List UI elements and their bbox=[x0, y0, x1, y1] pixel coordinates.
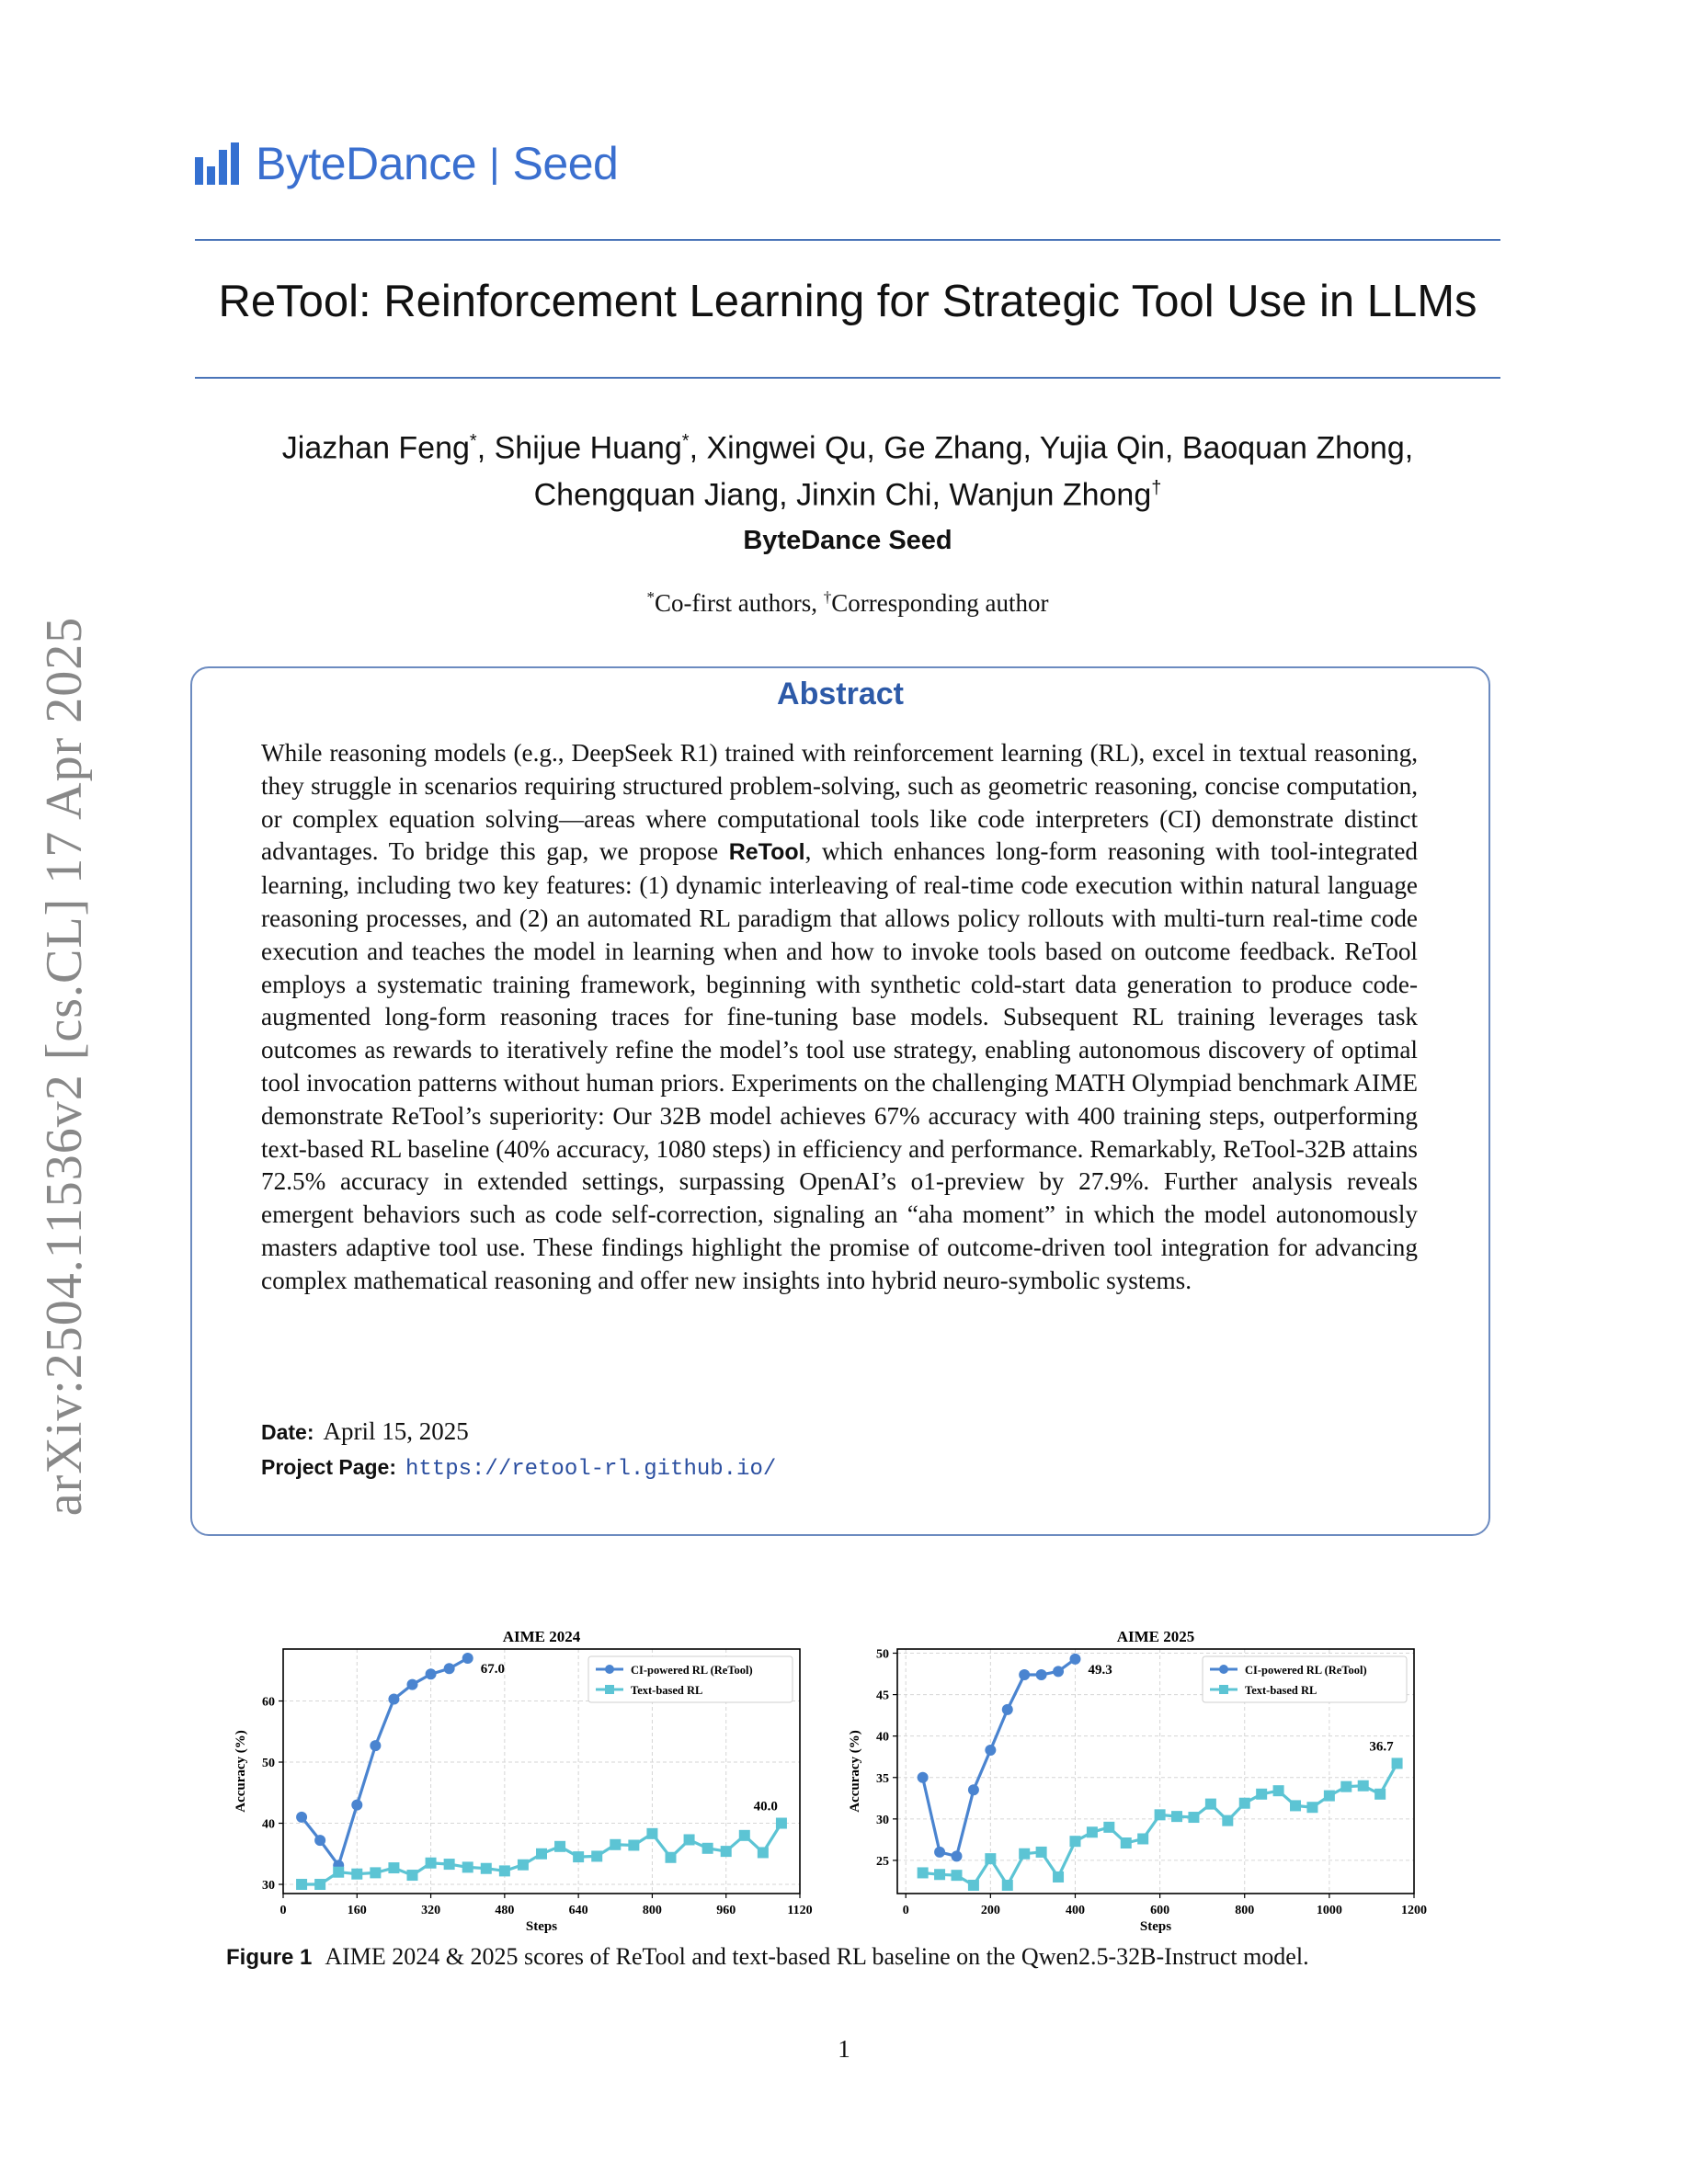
data-point bbox=[444, 1663, 455, 1674]
author-line-1: Jiazhan Feng*, Shijue Huang*, Xingwei Qu, Ge Zhang, Yujia Qin, Baoquan Zhong, bbox=[281, 430, 1414, 466]
data-point bbox=[573, 1851, 584, 1862]
data-point bbox=[1239, 1798, 1250, 1809]
abstract-heading: Abstract bbox=[777, 677, 904, 711]
data-point bbox=[426, 1668, 437, 1679]
data-point bbox=[776, 1818, 787, 1829]
data-point bbox=[951, 1870, 962, 1881]
project-page-link[interactable]: https://retool-rl.github.io/ bbox=[405, 1457, 777, 1482]
figure-label: Figure 1 bbox=[226, 1945, 313, 1970]
author: Chengquan Jiang bbox=[533, 477, 780, 513]
series-line bbox=[302, 1658, 468, 1865]
data-point bbox=[918, 1772, 929, 1783]
x-tick-label: 640 bbox=[568, 1904, 588, 1917]
data-point bbox=[985, 1853, 996, 1864]
data-point bbox=[721, 1846, 732, 1857]
data-point bbox=[296, 1879, 307, 1890]
data-point bbox=[314, 1835, 325, 1846]
data-point bbox=[934, 1847, 945, 1858]
data-point bbox=[481, 1863, 492, 1874]
y-tick-label: 40 bbox=[262, 1817, 275, 1832]
data-point bbox=[426, 1858, 437, 1869]
author-mark: * bbox=[469, 431, 477, 451]
abstract-keyword: ReTool bbox=[728, 839, 805, 866]
date-value: April 15, 2025 bbox=[323, 1417, 469, 1445]
data-point bbox=[918, 1867, 929, 1878]
note-mark: † bbox=[823, 588, 832, 606]
x-tick-label: 480 bbox=[495, 1904, 515, 1917]
x-tick-label: 960 bbox=[716, 1904, 736, 1917]
data-point bbox=[1069, 1654, 1080, 1665]
data-point bbox=[646, 1828, 657, 1839]
y-tick-label: 25 bbox=[876, 1854, 889, 1869]
data-point bbox=[968, 1880, 979, 1891]
series-line bbox=[923, 1659, 1076, 1857]
data-point bbox=[1392, 1757, 1403, 1769]
figure-caption bbox=[226, 1943, 1513, 1971]
y-tick-label: 50 bbox=[262, 1757, 275, 1771]
data-point bbox=[518, 1860, 529, 1871]
title-rule bbox=[195, 377, 1500, 379]
y-tick-label: 60 bbox=[262, 1695, 275, 1710]
x-tick-label: 1200 bbox=[1401, 1904, 1427, 1917]
logo-product: Seed bbox=[512, 138, 619, 189]
x-tick-label: 1120 bbox=[787, 1904, 813, 1917]
top-rule bbox=[195, 239, 1500, 241]
author: Xingwei Qu bbox=[706, 430, 867, 466]
figure-caption-text: AIME 2024 & 2025 scores of ReTool and text-based RL baseline on the Qwen2.5-32B-Instruct model. bbox=[325, 1943, 1309, 1970]
x-tick-label: 800 bbox=[642, 1904, 662, 1917]
data-point bbox=[1273, 1785, 1284, 1796]
author: Jinxin Chi bbox=[796, 477, 932, 513]
note-mark: * bbox=[646, 588, 656, 606]
data-point bbox=[951, 1850, 962, 1861]
abstract-text bbox=[261, 737, 1418, 1298]
data-point bbox=[1374, 1789, 1386, 1800]
author: Jiazhan Feng bbox=[281, 430, 470, 466]
author-notes bbox=[195, 588, 1500, 618]
legend-swatch-marker bbox=[605, 1665, 614, 1674]
abstract-text-part: , which enhances long-form reasoning with tool-integrated learning, including two key features: (1) dynamic interleaving of real-time code execution within natural language reasoning processes, and (2) an automated RL paradigm that allows policy rollouts with multi-turn real-time code execution and teaches the model in learning when and how to invoke tools based on outcome feedback. ReTool employs a systematic training framework, beginning with synthetic cold-start data generation to produce code-augmented long-form reasoning traces for fine-tuning base models. Subsequent RL training leverages task outcomes as rewards to iteratively refine the model’s tool use strategy, enabling autonomous discovery of optimal tool invocation patterns without human priors. Experiments on the challenging MATH Olympiad benchmark AIME demonstrate ReTool’s superiority: Our 32B model achieves 67% accuracy with 400 training steps, outperforming text-based RL baseline (40% accuracy, 1080 steps) in efficiency and performance. Remarkably, ReTool-32B attains 72.5% accuracy in extended settings, surpassing OpenAI’s o1-preview by 27.9%. Further analysis reveals emergent behaviors such as code self-correction, signaling an “aha moment” in which the model autonomously masters adaptive tool use. These findings highlight the promise of outcome-driven tool integration for advancing complex mathematical reasoning and offer new insights into hybrid neuro-symbolic systems. bbox=[261, 837, 1418, 1294]
x-tick-label: 800 bbox=[1235, 1904, 1255, 1917]
data-point bbox=[314, 1879, 325, 1890]
data-point bbox=[1087, 1826, 1098, 1837]
data-point bbox=[1171, 1811, 1182, 1822]
data-point bbox=[351, 1800, 362, 1811]
y-tick-label: 45 bbox=[876, 1689, 889, 1703]
author: Wanjun Zhong bbox=[949, 477, 1152, 513]
data-point bbox=[351, 1869, 362, 1880]
data-point bbox=[1137, 1833, 1148, 1844]
data-point bbox=[462, 1861, 473, 1872]
x-tick-label: 600 bbox=[1150, 1904, 1170, 1917]
logo-separator: | bbox=[489, 141, 500, 186]
aime-2025-chart bbox=[844, 1621, 1442, 1943]
data-point bbox=[536, 1848, 547, 1860]
x-axis-label: Steps bbox=[1139, 1919, 1172, 1934]
data-point bbox=[370, 1740, 381, 1751]
legend-entry: Text-based RL bbox=[1245, 1684, 1317, 1697]
author-mark: * bbox=[681, 431, 690, 451]
end-value-label: 49.3 bbox=[1088, 1662, 1112, 1678]
data-point bbox=[1155, 1809, 1166, 1820]
author-mark: † bbox=[1151, 478, 1162, 499]
data-point bbox=[370, 1867, 381, 1878]
data-point bbox=[1103, 1822, 1114, 1833]
note-corresponding: Corresponding author bbox=[831, 589, 1049, 617]
x-tick-label: 1000 bbox=[1316, 1904, 1342, 1917]
data-point bbox=[1290, 1800, 1301, 1811]
bytedance-logo-icon bbox=[195, 142, 246, 185]
y-axis-label: Accuracy (%) bbox=[234, 1730, 248, 1813]
legend-swatch-marker bbox=[605, 1685, 614, 1694]
y-tick-label: 50 bbox=[876, 1647, 889, 1662]
legend-entry: Text-based RL bbox=[631, 1684, 703, 1697]
x-tick-label: 400 bbox=[1065, 1904, 1085, 1917]
data-point bbox=[666, 1852, 677, 1863]
chart-title: AIME 2025 bbox=[1116, 1628, 1195, 1645]
data-point bbox=[1340, 1781, 1352, 1792]
data-point bbox=[407, 1870, 418, 1881]
data-point bbox=[1036, 1669, 1047, 1680]
author: Shijue Huang bbox=[494, 430, 682, 466]
data-point bbox=[1036, 1847, 1047, 1858]
note-co-first: Co-first authors, bbox=[655, 589, 817, 617]
data-point bbox=[407, 1679, 418, 1690]
data-point bbox=[499, 1865, 510, 1876]
project-page-line bbox=[261, 1452, 776, 1482]
x-tick-label: 0 bbox=[902, 1904, 909, 1917]
data-point bbox=[1324, 1791, 1335, 1802]
data-point bbox=[462, 1653, 473, 1664]
data-point bbox=[1002, 1704, 1013, 1715]
data-point bbox=[684, 1834, 695, 1845]
y-tick-label: 35 bbox=[876, 1771, 889, 1786]
legend-swatch-marker bbox=[1219, 1665, 1228, 1674]
date-label: Date: bbox=[261, 1420, 314, 1444]
end-value-label: 36.7 bbox=[1369, 1739, 1394, 1755]
project-page-label: Project Page: bbox=[261, 1455, 396, 1479]
data-point bbox=[968, 1784, 979, 1795]
data-point bbox=[296, 1812, 307, 1823]
data-point bbox=[444, 1859, 455, 1870]
end-value-label: 67.0 bbox=[480, 1661, 505, 1677]
x-tick-label: 160 bbox=[347, 1904, 367, 1917]
data-point bbox=[1121, 1837, 1132, 1848]
bytedance-seed-logo bbox=[195, 136, 618, 191]
y-tick-label: 30 bbox=[262, 1879, 275, 1894]
data-point bbox=[758, 1847, 769, 1858]
data-point bbox=[1256, 1789, 1267, 1800]
data-point bbox=[739, 1830, 750, 1841]
data-point bbox=[1358, 1780, 1369, 1792]
legend-entry: CI-powered RL (ReTool) bbox=[1245, 1664, 1367, 1677]
x-tick-label: 200 bbox=[980, 1904, 1000, 1917]
data-point bbox=[934, 1869, 945, 1880]
data-point bbox=[554, 1841, 565, 1852]
aime-2024-chart bbox=[230, 1621, 827, 1943]
abstract-text-part: While reasoning models (e.g., DeepSeek R1) trained with reinforcement learning (RL), excel in textual reasoning, they struggle in scenarios requiring structured problem-solving, such as geometric reasoning, concise computation, or complex equation solving—areas where computational tools like code interpreters (CI) demonstrate distinct advantages. To bridge this gap, we propose bbox=[261, 739, 1418, 866]
author-line-2: Chengquan Jiang, Jinxin Chi, Wanjun Zhong† bbox=[533, 477, 1162, 513]
date-line bbox=[261, 1417, 469, 1446]
author: Yujia Qin bbox=[1039, 430, 1165, 466]
data-point bbox=[1069, 1836, 1080, 1847]
data-point bbox=[1002, 1880, 1013, 1891]
data-point bbox=[628, 1839, 639, 1850]
author: Baoquan Zhong bbox=[1181, 430, 1405, 466]
arxiv-stamp bbox=[28, 588, 101, 1544]
affiliation: ByteDance Seed bbox=[743, 526, 952, 555]
y-tick-label: 30 bbox=[876, 1813, 889, 1827]
y-tick-label: 40 bbox=[876, 1730, 889, 1745]
data-point bbox=[1188, 1812, 1199, 1823]
data-point bbox=[610, 1839, 621, 1850]
data-point bbox=[333, 1867, 344, 1878]
data-point bbox=[591, 1850, 602, 1861]
y-axis-label: Accuracy (%) bbox=[848, 1730, 862, 1813]
author: Ge Zhang bbox=[884, 430, 1023, 466]
legend-entry: CI-powered RL (ReTool) bbox=[631, 1664, 753, 1677]
arxiv-id: arXiv:2504.11536v2 [cs.CL] 17 Apr 2025 bbox=[36, 616, 93, 1517]
data-point bbox=[388, 1694, 399, 1705]
x-tick-label: 320 bbox=[421, 1904, 441, 1917]
data-point bbox=[1053, 1871, 1064, 1883]
data-point bbox=[1053, 1666, 1064, 1677]
x-axis-label: Steps bbox=[525, 1919, 558, 1934]
logo-brand: ByteDance bbox=[256, 138, 477, 189]
author-list bbox=[195, 421, 1500, 516]
x-tick-label: 0 bbox=[279, 1904, 287, 1917]
data-point bbox=[1306, 1802, 1317, 1813]
data-point bbox=[388, 1862, 399, 1873]
end-value-label: 40.0 bbox=[753, 1799, 778, 1814]
page-number: 1 bbox=[838, 2035, 850, 2063]
data-point bbox=[1205, 1799, 1216, 1810]
data-point bbox=[985, 1745, 996, 1756]
data-point bbox=[1019, 1848, 1030, 1860]
data-point bbox=[1019, 1669, 1030, 1680]
data-point bbox=[702, 1843, 713, 1854]
data-point bbox=[1222, 1815, 1233, 1826]
legend-swatch-marker bbox=[1219, 1685, 1228, 1694]
chart-title: AIME 2024 bbox=[502, 1628, 581, 1645]
paper-title: ReTool: Reinforcement Learning for Strategic Tool Use in LLMs bbox=[218, 277, 1477, 326]
